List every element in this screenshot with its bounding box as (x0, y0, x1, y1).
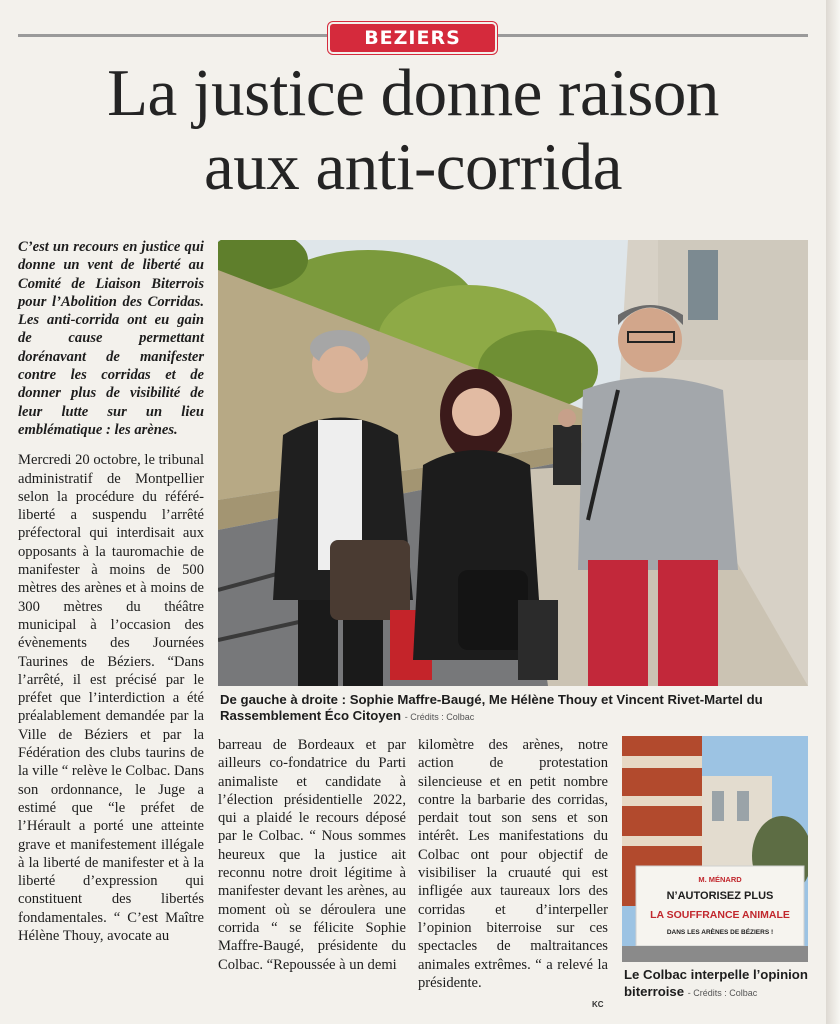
article-column-2 (218, 736, 406, 974)
section-banner: BEZIERS (330, 24, 495, 52)
main-photo-caption (220, 692, 810, 725)
headline (18, 56, 808, 204)
secondary-photo-credits: - Crédits : Colbac (687, 988, 758, 998)
body-text-col2: barreau de Bordeaux et par ailleurs co-fondatrice du Parti animaliste et candidate à l’élection présidentielle 2022, qui a plaidé le recours déposé par le Colbac. “ Nous sommes heureux que la justice ait reconnu notre droit légitime à manifester devant les arènes, au moment où se déroulera une corrida “ se félicite Sophie Maffre-Baugé, présidente du Colbac. “Repoussée à un demi (218, 737, 406, 973)
secondary-photo-image (622, 736, 808, 962)
secondary-photo (622, 736, 808, 962)
lead-paragraph: C’est un recours en justice qui donne un vent de liberté au Comité de Liaison Biterrois pour l’Abolition des Corridas. Les anti-corrida ont eu gain de cause permettant dorénavant de manifester contre les corridas et de donner plus de visibilité de leur lutte sur un lieu emblématique : les arènes. (18, 239, 204, 438)
banner-line-2: N’AUTORISEZ PLUS (666, 890, 774, 902)
main-photo-caption-text: De gauche à droite : Sophie Maffre-Baugé, Me Hélène Thouy et Vincent Rivet-Martel du Rassemblement Éco Citoyen (220, 692, 763, 723)
page-edge (826, 0, 840, 1024)
body-text-col1: Mercredi 20 octobre, le tribunal administratif de Montpellier selon la procédure du référé-liberté a suspendu l’arrêté préfectoral qui interdisait aux opposants à la tauromachie de manifester à moins de 500 mètres des arènes et à moins de 300 mètres du théâtre municipal à l’occasion des évènements des Journées Taurines de Béziers. “Dans l’arrêté, il est précisé par le préfet que l’interdiction a été préalablement demandée par la Ville de Béziers et par la Fédération des clubs taurins de la ville “ relève le Colbac. Dans son ordonnance, le Juge a estimé que “le préfet de l’Hérault a porté une atteinte grave et manifestement illégale à la liberté de manifester et à la liberté d’expression qui constituent des libertés fondamentales. “ C’est Maître Hélène Thouy, avocate au (18, 452, 204, 944)
secondary-photo-caption (624, 966, 814, 1002)
banner-line-4: DANS LES ARÈNES DE BÉZIERS ! (666, 929, 774, 936)
secondary-photo-caption-text: Le Colbac interpelle l’opinion biterroise (624, 967, 808, 999)
banner-line-3: LA SOUFFRANCE ANIMALE (650, 909, 790, 921)
headline-line-1: La justice donne raison (107, 56, 719, 130)
main-photo-credits: - Crédits : Colbac (404, 712, 475, 722)
main-photo-image (218, 240, 808, 686)
body-text-col3: kilomètre des arènes, notre action de protestation silencieuse et en petit nombre contre la barbarie des corridas, perdait tout son sens et son intérêt. Les manifestations du Colbac ont pour objectif de visibiliser la cruauté qui est infligée aux taureaux lors des corridas et d’interpeller l’opinion biterroise sur ces spectacles de maltraitances animales extrêmes. “ a relevé la présidente. (418, 737, 608, 991)
headline-line-2: aux anti-corrida (204, 130, 622, 204)
author-initials: KC (592, 1000, 604, 1009)
banner-line-1: M. MÉNARD (698, 875, 742, 884)
article-column-3 (418, 736, 608, 992)
main-photo (218, 240, 808, 686)
article-column-1 (18, 238, 204, 945)
